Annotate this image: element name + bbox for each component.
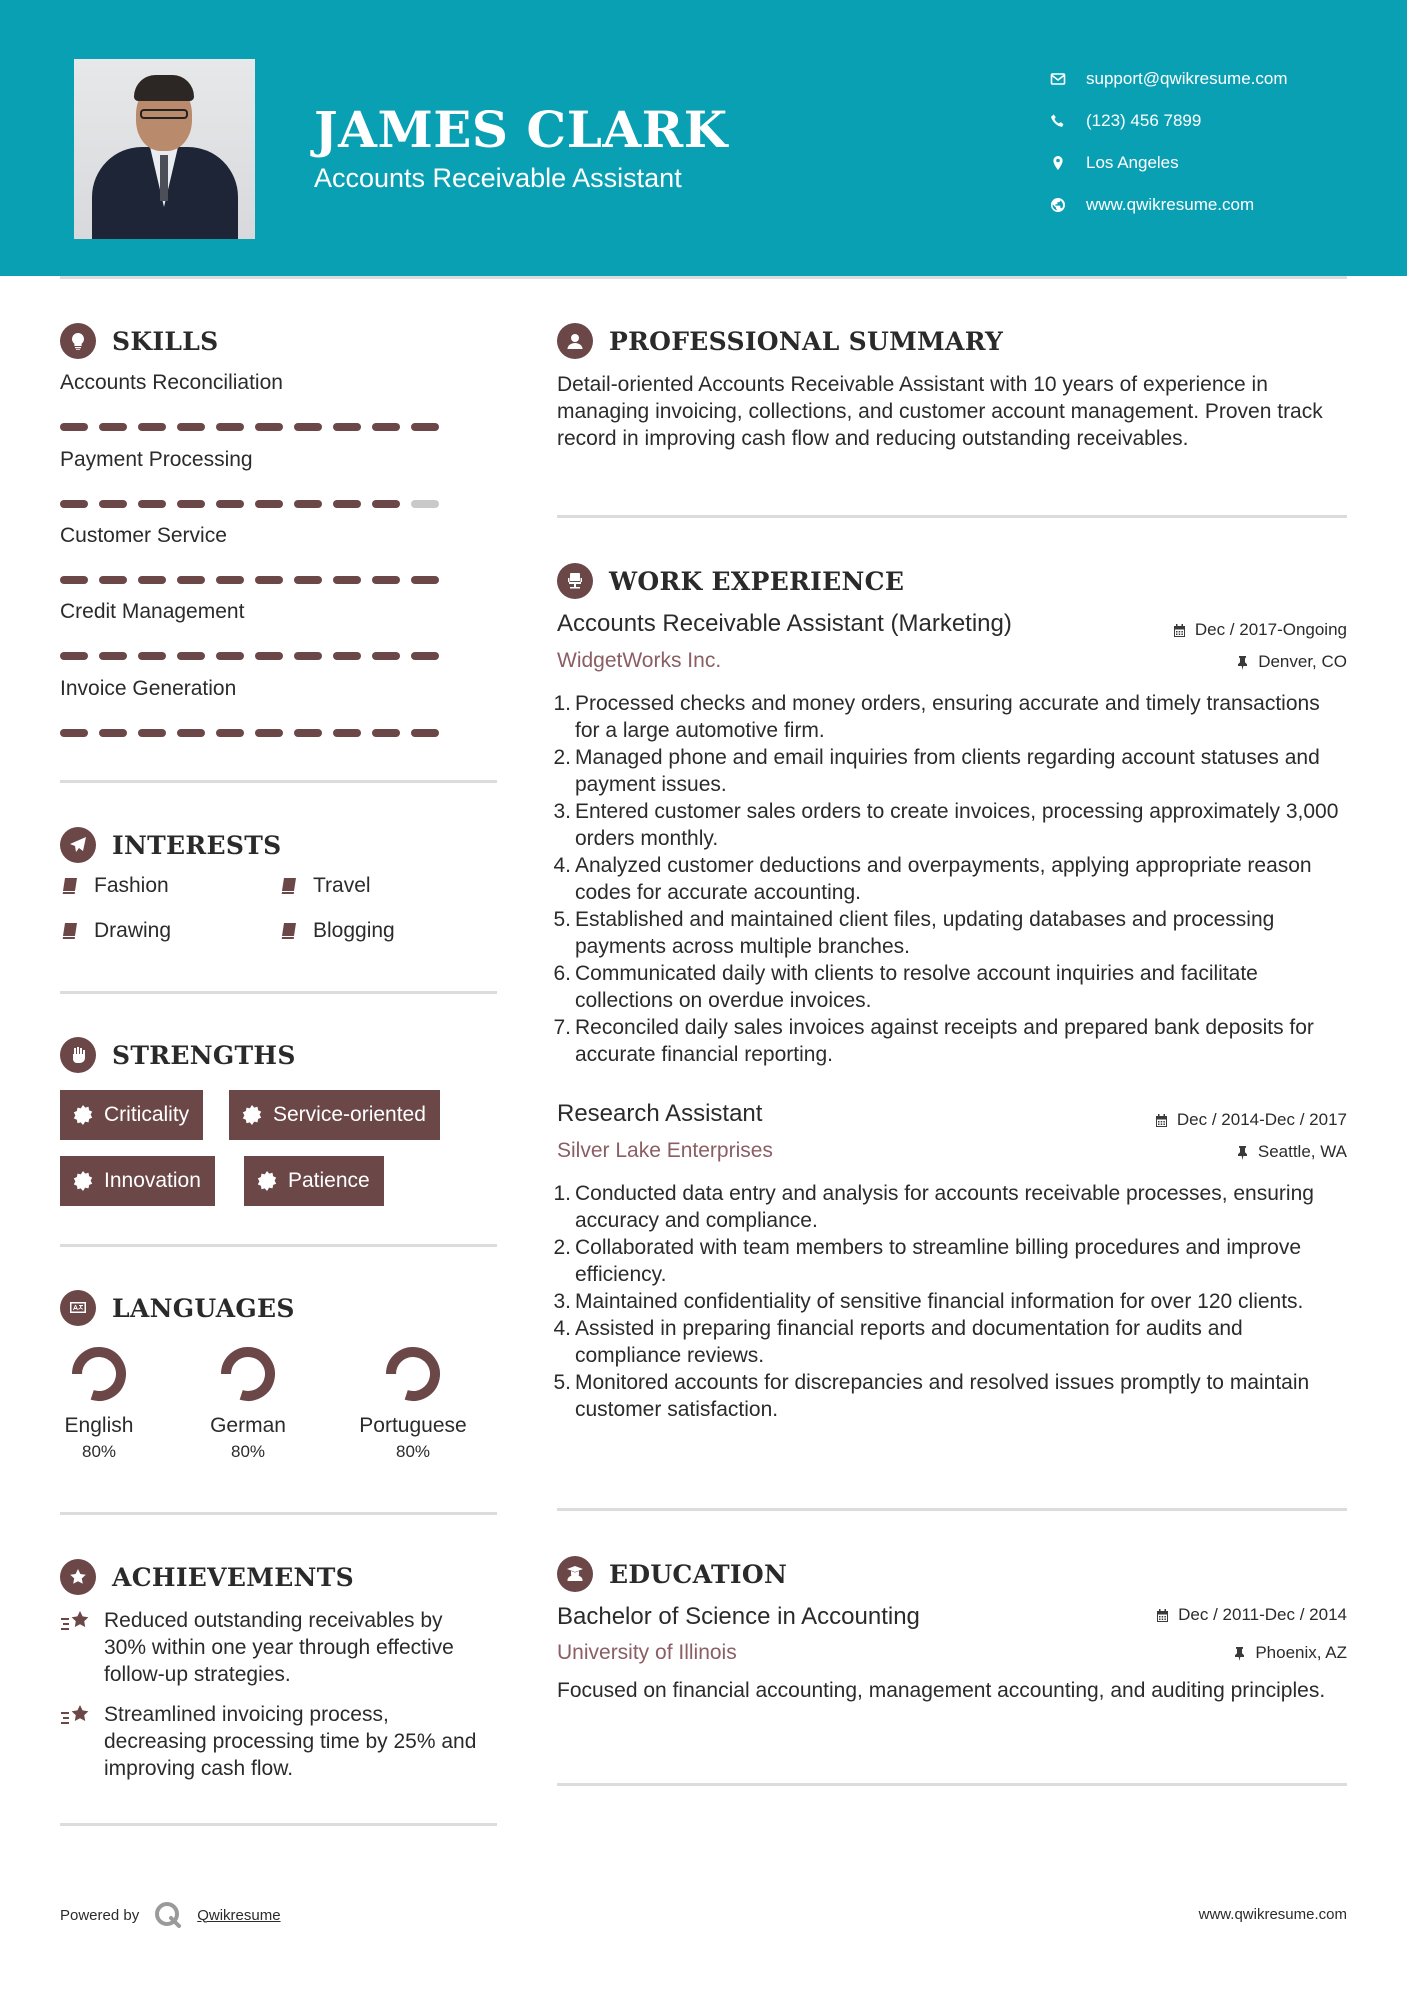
skill-name: Customer Service xyxy=(60,524,227,547)
skill-dot xyxy=(255,423,283,431)
skill-dot xyxy=(60,652,88,660)
shooting-star-icon xyxy=(60,1609,92,1635)
strength-label: Service-oriented xyxy=(273,1103,426,1126)
skill-dot xyxy=(255,576,283,584)
interests-divider xyxy=(60,991,497,994)
contact-email-text: support@qwikresume.com xyxy=(1086,69,1288,88)
user-icon xyxy=(557,323,593,359)
bullet-number: 3. xyxy=(553,1290,571,1313)
language-item xyxy=(198,1342,298,1462)
skill-rating xyxy=(60,500,460,508)
bullet-number: 5. xyxy=(553,1371,571,1394)
skill-dot xyxy=(216,652,244,660)
resume-header xyxy=(0,0,1407,276)
summary-text: Detail-oriented Accounts Receivable Assistant with 10 years of experience in managing invoicing, collections, and customer account management. Proven track record in improving cash flow and reducing outstanding receivables. xyxy=(557,373,1323,450)
skill-dot xyxy=(177,576,205,584)
bullet-item xyxy=(550,906,1350,960)
book-icon xyxy=(60,921,80,941)
bullet-number: 2. xyxy=(553,1236,571,1259)
languages-divider xyxy=(60,1512,497,1515)
interest-label: Blogging xyxy=(313,919,395,942)
contact-phone-text: (123) 456 7899 xyxy=(1086,111,1202,130)
envelope-icon xyxy=(1050,71,1086,87)
phone-icon xyxy=(1050,113,1086,129)
job-location xyxy=(1235,1142,1347,1162)
skill-dot xyxy=(138,652,166,660)
skill-item xyxy=(60,524,460,584)
shooting-star-icon xyxy=(60,1703,92,1729)
contact-info xyxy=(1050,58,1288,226)
skill-dot xyxy=(333,729,361,737)
graduate-icon xyxy=(557,1556,593,1592)
bullet-item xyxy=(550,1014,1350,1068)
interest-label: Drawing xyxy=(94,919,172,942)
footer-powered xyxy=(60,1900,281,1930)
bullet-number: 5. xyxy=(553,908,571,931)
job-title: Accounts Receivable Assistant (Marketing) xyxy=(557,610,1012,637)
strength-label: Criticality xyxy=(104,1103,190,1126)
skill-dot xyxy=(138,576,166,584)
languages-heading xyxy=(60,1290,295,1326)
skill-rating xyxy=(60,576,460,584)
skill-dot xyxy=(138,500,166,508)
skill-dot xyxy=(333,423,361,431)
education-title: EDUCATION xyxy=(609,1559,788,1589)
education-date-text: Dec / 2011-Dec / 2014 xyxy=(1178,1605,1347,1624)
bullet-number: 7. xyxy=(553,1016,571,1039)
bullet-number: 1. xyxy=(553,1182,571,1205)
interest-item xyxy=(279,874,371,898)
skill-dot xyxy=(255,500,283,508)
achievements-divider xyxy=(60,1823,497,1826)
strength-tag xyxy=(244,1156,384,1206)
achievement-item xyxy=(60,1701,490,1782)
strength-tag xyxy=(60,1156,215,1206)
badge-icon xyxy=(72,1104,94,1126)
header-divider xyxy=(60,276,1347,279)
bullet-text: Entered customer sales orders to create invoices, processing approximately 3,000 orders monthly. xyxy=(575,800,1339,850)
language-percent: 80% xyxy=(395,1442,431,1461)
skill-dot xyxy=(294,729,322,737)
achievement-item xyxy=(60,1607,490,1688)
bullet-number: 2. xyxy=(553,746,571,769)
skill-dot xyxy=(294,652,322,660)
candidate-title: Accounts Receivable Assistant xyxy=(314,163,682,193)
strength-label: Patience xyxy=(288,1169,370,1192)
skill-item xyxy=(60,448,460,508)
language-percent: 80% xyxy=(230,1442,266,1461)
star-badge-icon xyxy=(60,1559,96,1595)
skill-dot xyxy=(411,652,439,660)
bullet-number: 3. xyxy=(553,800,571,823)
skill-dot xyxy=(177,500,205,508)
skill-rating xyxy=(60,423,460,431)
company-name: Silver Lake Enterprises xyxy=(557,1139,773,1162)
skill-dot xyxy=(411,729,439,737)
bullet-text: Processed checks and money orders, ensuring accurate and timely transactions for a large automotive firm. xyxy=(575,692,1320,742)
strengths-heading xyxy=(60,1037,296,1073)
education-divider xyxy=(557,1783,1347,1786)
contact-location-text: Los Angeles xyxy=(1086,153,1179,172)
achievements-title: ACHIEVEMENTS xyxy=(112,1562,354,1592)
job-bullets xyxy=(550,1180,1350,1423)
strengths-title: STRENGTHS xyxy=(112,1040,296,1070)
experience-heading xyxy=(557,563,904,599)
language-name: Portuguese xyxy=(359,1414,467,1437)
summary-title: PROFESSIONAL SUMMARY xyxy=(609,326,1004,356)
bullet-item xyxy=(550,1288,1350,1315)
skill-dot xyxy=(60,423,88,431)
powered-by-text: Powered by xyxy=(60,1906,140,1924)
lightbulb-icon xyxy=(60,323,96,359)
skill-dot xyxy=(138,423,166,431)
skill-item xyxy=(60,600,460,660)
bullet-item xyxy=(550,744,1350,798)
interest-item xyxy=(279,919,395,943)
skill-dot xyxy=(177,652,205,660)
interest-label: Fashion xyxy=(94,874,169,897)
language-name: German xyxy=(210,1414,286,1437)
skill-name: Accounts Reconciliation xyxy=(60,371,283,394)
skill-dot xyxy=(216,423,244,431)
skill-dot xyxy=(177,423,205,431)
strengths-divider xyxy=(60,1244,497,1247)
skill-dot xyxy=(411,576,439,584)
badge-icon xyxy=(241,1104,263,1126)
achievement-text: Reduced outstanding receivables by 30% within one year through effective follow-up strategies. xyxy=(104,1609,454,1686)
skill-dot xyxy=(411,500,439,508)
interests-heading xyxy=(60,827,281,863)
job-bullets xyxy=(550,690,1350,1068)
skill-dot xyxy=(372,576,400,584)
skill-dot xyxy=(411,423,439,431)
skill-dot xyxy=(60,500,88,508)
book-icon xyxy=(279,921,299,941)
skill-dot xyxy=(255,652,283,660)
bullet-item xyxy=(550,1234,1350,1288)
contact-website-text: www.qwikresume.com xyxy=(1086,195,1255,214)
candidate-name: JAMES CLARK xyxy=(314,100,728,159)
book-icon xyxy=(60,876,80,896)
skill-name: Invoice Generation xyxy=(60,677,237,700)
language-ring xyxy=(67,1342,131,1406)
skill-dot xyxy=(60,729,88,737)
company-name: WidgetWorks Inc. xyxy=(557,649,722,672)
skill-dot xyxy=(372,500,400,508)
skill-dot xyxy=(177,729,205,737)
pushpin-icon xyxy=(1235,1145,1250,1160)
bullet-text: Reconciled daily sales invoices against receipts and prepared bank deposits for accurate financial reporting. xyxy=(575,1016,1314,1066)
skill-dot xyxy=(99,576,127,584)
summary-heading xyxy=(557,323,1003,359)
skill-item xyxy=(60,677,460,737)
pushpin-icon xyxy=(1235,655,1250,670)
job-location xyxy=(1235,652,1347,672)
skill-dot xyxy=(99,423,127,431)
interest-item xyxy=(60,919,171,943)
bullet-item xyxy=(550,1369,1350,1423)
job-date xyxy=(1154,1110,1347,1130)
contact-website[interactable] xyxy=(1050,184,1288,226)
skills-divider xyxy=(60,780,497,783)
job-location-text: Denver, CO xyxy=(1258,652,1347,671)
bullet-text: Maintained confidentiality of sensitive financial information for over 120 clients. xyxy=(575,1290,1304,1313)
map-pin-icon xyxy=(1050,155,1086,171)
calendar-icon xyxy=(1172,623,1187,638)
paper-plane-icon xyxy=(60,827,96,863)
education-location-text: Phoenix, AZ xyxy=(1255,1643,1347,1662)
bullet-number: 4. xyxy=(553,854,571,877)
languages-title: LANGUAGES xyxy=(112,1293,295,1323)
qwikresume-logo-icon xyxy=(153,1900,183,1930)
language-percent: 80% xyxy=(81,1442,117,1461)
bullet-text: Assisted in preparing financial reports and documentation for audits and compliance reviews. xyxy=(575,1317,1243,1367)
bullet-number: 4. xyxy=(553,1317,571,1340)
skill-dot xyxy=(372,729,400,737)
skill-dot xyxy=(138,729,166,737)
skill-dot xyxy=(216,500,244,508)
degree-title: Bachelor of Science in Accounting xyxy=(557,1603,920,1630)
school-name: University of Illinois xyxy=(557,1641,737,1664)
profile-photo xyxy=(74,59,255,239)
job-date-text: Dec / 2014-Dec / 2017 xyxy=(1176,1110,1347,1129)
education-location xyxy=(1232,1643,1347,1663)
skill-dot xyxy=(372,652,400,660)
achievement-text: Streamlined invoicing process, decreasing processing time by 25% and improving cash flow. xyxy=(104,1703,477,1780)
skill-dot xyxy=(294,500,322,508)
calendar-icon xyxy=(1155,1608,1170,1623)
skill-dot xyxy=(333,500,361,508)
skill-dot xyxy=(99,652,127,660)
footer-website[interactable]: www.qwikresume.com xyxy=(1198,1906,1347,1923)
bullet-item xyxy=(550,1180,1350,1234)
interests-title: INTERESTS xyxy=(112,830,282,860)
bullet-text: Established and maintained client files, updating databases and processing payments across multiple branches. xyxy=(575,908,1275,958)
summary-divider xyxy=(557,515,1347,518)
contact-email[interactable] xyxy=(1050,58,1288,100)
education-text: Focused on financial accounting, management accounting, and auditing principles. xyxy=(557,1679,1326,1702)
bullet-text: Communicated daily with clients to resolve account inquiries and facilitate collections on overdue invoices. xyxy=(575,962,1258,1012)
language-ring xyxy=(216,1342,280,1406)
contact-location xyxy=(1050,142,1288,184)
skill-rating xyxy=(60,652,460,660)
bullet-text: Monitored accounts for discrepancies and resolved issues promptly to maintain customer satisfaction. xyxy=(575,1371,1310,1421)
badge-icon xyxy=(72,1170,94,1192)
skill-dot xyxy=(333,652,361,660)
education-heading xyxy=(557,1556,787,1592)
pushpin-icon xyxy=(1232,1646,1247,1661)
globe-icon xyxy=(1050,197,1086,213)
skill-dot xyxy=(255,729,283,737)
skill-dot xyxy=(99,500,127,508)
skill-dot xyxy=(60,576,88,584)
language-item xyxy=(343,1342,483,1462)
skill-dot xyxy=(216,576,244,584)
bullet-item xyxy=(550,690,1350,744)
bullet-item xyxy=(550,852,1350,906)
badge-icon xyxy=(256,1170,278,1192)
brand-link[interactable]: Qwikresume xyxy=(197,1906,281,1924)
language-item xyxy=(54,1342,144,1462)
skill-dot xyxy=(99,729,127,737)
strength-tag xyxy=(229,1090,440,1140)
office-chair-icon xyxy=(557,563,593,599)
fist-icon xyxy=(60,1037,96,1073)
calendar-icon xyxy=(1154,1113,1169,1128)
bullet-item xyxy=(550,798,1350,852)
skills-heading xyxy=(60,323,219,359)
bullet-item xyxy=(550,960,1350,1014)
skill-name: Payment Processing xyxy=(60,448,253,471)
interest-item xyxy=(60,874,169,898)
job-date xyxy=(1172,620,1347,640)
interest-label: Travel xyxy=(313,874,371,897)
language-ring xyxy=(381,1342,445,1406)
experience-divider xyxy=(557,1508,1347,1511)
job-location-text: Seattle, WA xyxy=(1257,1142,1347,1161)
skill-dot xyxy=(294,576,322,584)
bullet-number: 6. xyxy=(553,962,571,985)
contact-phone[interactable] xyxy=(1050,100,1288,142)
skill-rating xyxy=(60,729,460,737)
skill-dot xyxy=(294,423,322,431)
translate-icon xyxy=(60,1290,96,1326)
job-date-text: Dec / 2017-Ongoing xyxy=(1194,620,1347,639)
experience-title: WORK EXPERIENCE xyxy=(609,566,905,596)
skill-dot xyxy=(372,423,400,431)
strength-tag xyxy=(60,1090,203,1140)
language-name: English xyxy=(64,1414,134,1437)
bullet-text: Conducted data entry and analysis for accounts receivable processes, ensuring accuracy and compliance. xyxy=(575,1182,1314,1232)
skill-name: Credit Management xyxy=(60,600,245,623)
skill-dot xyxy=(333,576,361,584)
bullet-number: 1. xyxy=(553,692,571,715)
strength-label: Innovation xyxy=(104,1169,201,1192)
bullet-item xyxy=(550,1315,1350,1369)
bullet-text: Collaborated with team members to streamline billing procedures and improve efficiency. xyxy=(575,1236,1302,1286)
bullet-text: Managed phone and email inquiries from clients regarding account statuses and payment issues. xyxy=(575,746,1320,796)
skills-title: SKILLS xyxy=(112,326,219,356)
education-date xyxy=(1155,1605,1347,1625)
job-title: Research Assistant xyxy=(557,1100,763,1127)
skill-dot xyxy=(216,729,244,737)
book-icon xyxy=(279,876,299,896)
bullet-text: Analyzed customer deductions and overpayments, applying appropriate reason codes for accurate accounting. xyxy=(575,854,1312,904)
achievements-heading xyxy=(60,1559,354,1595)
skill-item xyxy=(60,371,460,431)
